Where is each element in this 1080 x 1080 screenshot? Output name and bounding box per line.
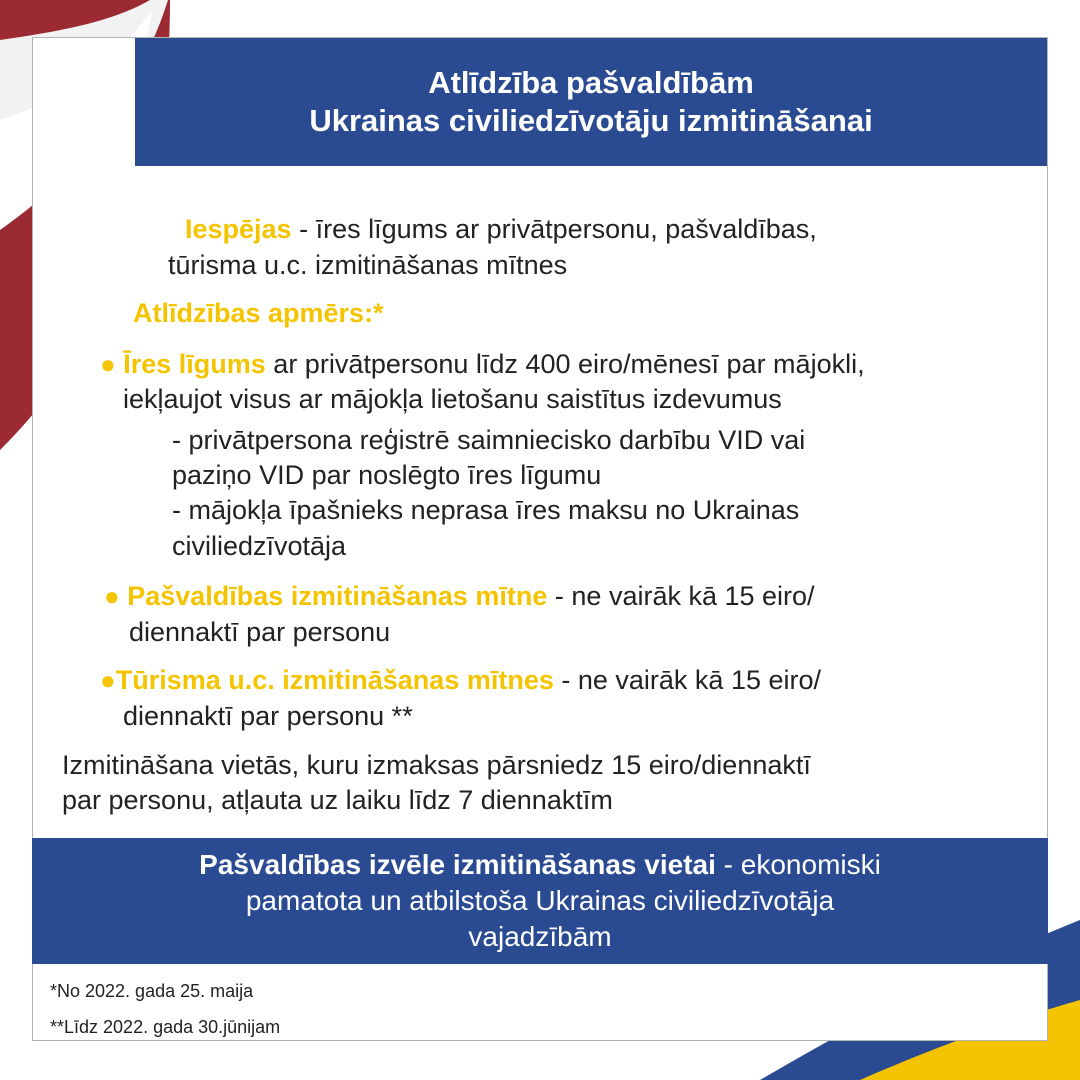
bullet-rent-text-2: iekļaujot visus ar mājokļa lietošanu saistītus izdevumus [123, 384, 782, 414]
bullet-dot-icon: ● [100, 665, 116, 695]
options-label: Iespējas [185, 214, 292, 244]
bullet-municipal [104, 579, 815, 613]
bullet-rent [100, 347, 865, 381]
title-line-1: Atlīdzība pašvaldībām [428, 65, 754, 100]
bullet-municipal-label: Pašvaldības izmitināšanas mītne [127, 581, 548, 611]
rent-subitem-1-line-1: - privātpersona reģistrē saimniecisko darbību VID vai [172, 425, 806, 455]
amount-heading: Atlīdzības apmērs:* [133, 298, 384, 328]
choice-line-1 [32, 847, 1048, 883]
footnote-2: **Līdz 2022. gada 30.jūnijam [50, 1017, 281, 1037]
limit-note-line-1: Izmitināšana vietās, kuru izmaksas pārsniedz 15 eiro/diennaktī [62, 750, 811, 780]
choice-banner [32, 838, 1048, 964]
bullet-tourism-text-1: - ne vairāk kā 15 eiro/ [553, 665, 822, 695]
rent-subitem-2-line-1: - mājokļa īpašnieks neprasa īres maksu no Ukrainas [172, 495, 800, 525]
options-line-1 [185, 212, 817, 246]
bullet-tourism-text-2: diennaktī par personu ** [123, 701, 413, 731]
choice-text-1: - ekonomiski [715, 849, 881, 880]
bullet-rent-label: Īres līgums [123, 349, 266, 379]
title-line-2: Ukrainas civiliedzīvotāju izmitināšanai [309, 103, 873, 138]
bullet-rent-text-1: ar privātpersonu līdz 400 eiro/mēnesī par mājokli, [265, 349, 865, 379]
choice-text-2: pamatota un atbilstoša Ukrainas civiliedzīvotāja [245, 885, 835, 916]
options-text-1: - īres līgums ar privātpersonu, pašvaldības, [291, 214, 817, 244]
footnote-1: *No 2022. gada 25. maija [50, 981, 254, 1001]
bullet-tourism [100, 663, 821, 697]
bullet-tourism-label: Tūrisma u.c. izmitināšanas mītnes [115, 665, 554, 695]
bullet-municipal-text-2: diennaktī par personu [129, 617, 391, 647]
options-text-2: tūrisma u.c. izmitināšanas mītnes [168, 250, 568, 280]
choice-bold: Pašvaldības izvēle izmitināšanas vietai [199, 849, 716, 880]
bullet-dot-icon: ● [100, 349, 116, 379]
choice-text-3: vajadzībām [468, 921, 612, 952]
rent-subitem-1-line-2: paziņo VID par noslēgto īres līgumu [172, 460, 602, 490]
bullet-dot-icon: ● [104, 581, 120, 611]
limit-note-line-2: par personu, atļauta uz laiku līdz 7 diennaktīm [62, 785, 613, 815]
rent-subitem-2-line-2: civiliedzīvotāja [172, 531, 347, 561]
bullet-municipal-text-1: - ne vairāk kā 15 eiro/ [547, 581, 815, 611]
